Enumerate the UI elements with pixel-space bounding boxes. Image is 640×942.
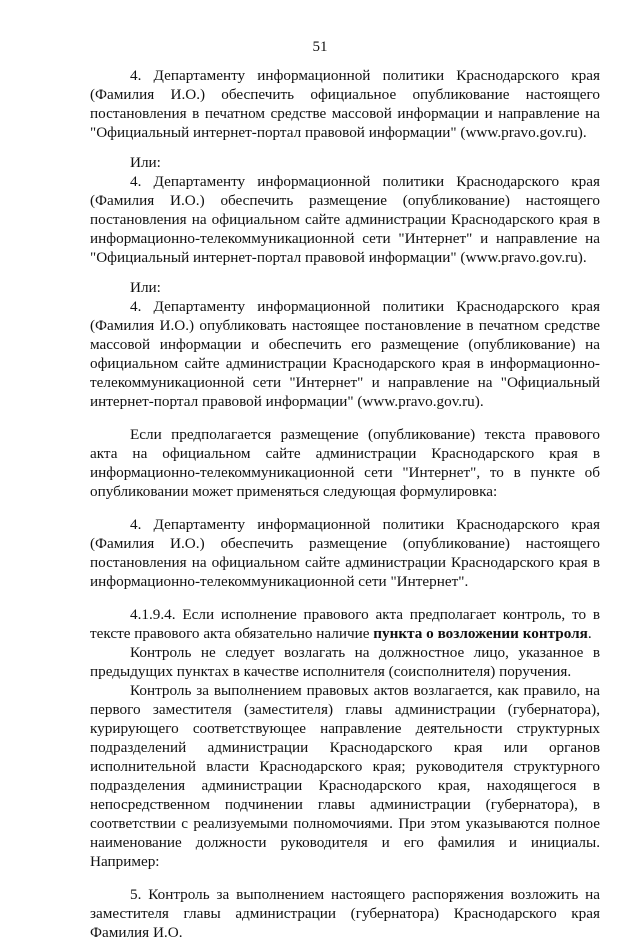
paragraph-item-4-website-only: 4. Департаменту информационной политики Краснодарского края (Фамилия И.О.) обеспечить размещение (опубликование) настоящего постановления на официальном сайте администрации Краснодарского края в информационно-телекоммуникационной сети "Интернет".: [90, 516, 600, 590]
paragraph-item-4-website: 4. Департаменту информационной политики Краснодарского края (Фамилия И.О.) обеспечить размещение (опубликование) настоящего постановления на официальном сайте администрации Краснодарского края в информационно-телекоммуникационной сети "Интернет" и направление на "Официальный интернет-портал правовой информации" (www.pravo.gov.ru).: [90, 173, 600, 266]
paragraph-item-5-example: 5. Контроль за выполнением настоящего распоряжения возложить на заместителя главы администрации (губернатора) Краснодарского края Фамилия И.О.: [90, 886, 600, 941]
p6-start-text: 4.1.9.4. Если исполнение правового акта предполагает контроль, то в тексте правового акта обязательно наличие: [90, 606, 600, 642]
paragraph-control-assignment: Контроль за выполнением правовых актов возлагается, как правило, на первого заместителя (заместителя) главы администрации (губернатора), курирующего соответствующее направление деятельности структурных подразделений администрации Краснодарского края или органов исполнительной власти Краснодарского края; руководителя структурного подразделения администрации Краснодарского края, находящегося в непосредственном подчинении главы администрации (губернатора), в соответствии с реализуемыми полномочиями. При этом указываются полное наименование должности руководителя и его фамилия и инициалы. Например:: [90, 682, 600, 870]
paragraph-4194-control: [90, 605, 600, 643]
paragraph-control-not-executor: Контроль не следует возлагать на должностное лицо, указанное в предыдущих пунктах в качестве исполнителя (соисполнителя) поручения.: [90, 644, 600, 680]
paragraph-item-4-print-and-website: 4. Департаменту информационной политики Краснодарского края (Фамилия И.О.) опубликовать настоящее постановление в печатном средстве массовой информации и обеспечить его размещение (опубликование) на официальном сайте администрации Краснодарского края в информационно-телекоммуникационной сети "Интернет" и направление на "Официальный интернет-портал правовой информации" (www.pravo.gov.ru).: [90, 298, 600, 410]
page-number: 51: [312, 39, 328, 55]
control-clause-emphasis: пункта о возложении контроля: [373, 625, 588, 642]
document-body: [90, 66, 600, 942]
paragraph-or-1: Или:: [130, 154, 161, 171]
paragraph-item-4-print: 4. Департаменту информационной политики Краснодарского края (Фамилия И.О.) обеспечить официальное опубликование настоящего постановления в печатном средстве массовой информации и направление на "Официальный интернет-портал правовой информации" (www.pravo.gov.ru).: [90, 67, 600, 141]
paragraph-website-note: Если предполагается размещение (опубликование) текста правового акта на официальном сайте администрации Краснодарского края в информационно-телекоммуникационной сети "Интернет", то в пункте об опубликовании может применяться следующая формулировка:: [90, 426, 600, 500]
p6-end-text: .: [587, 625, 592, 642]
paragraph-or-2: Или:: [130, 279, 161, 296]
